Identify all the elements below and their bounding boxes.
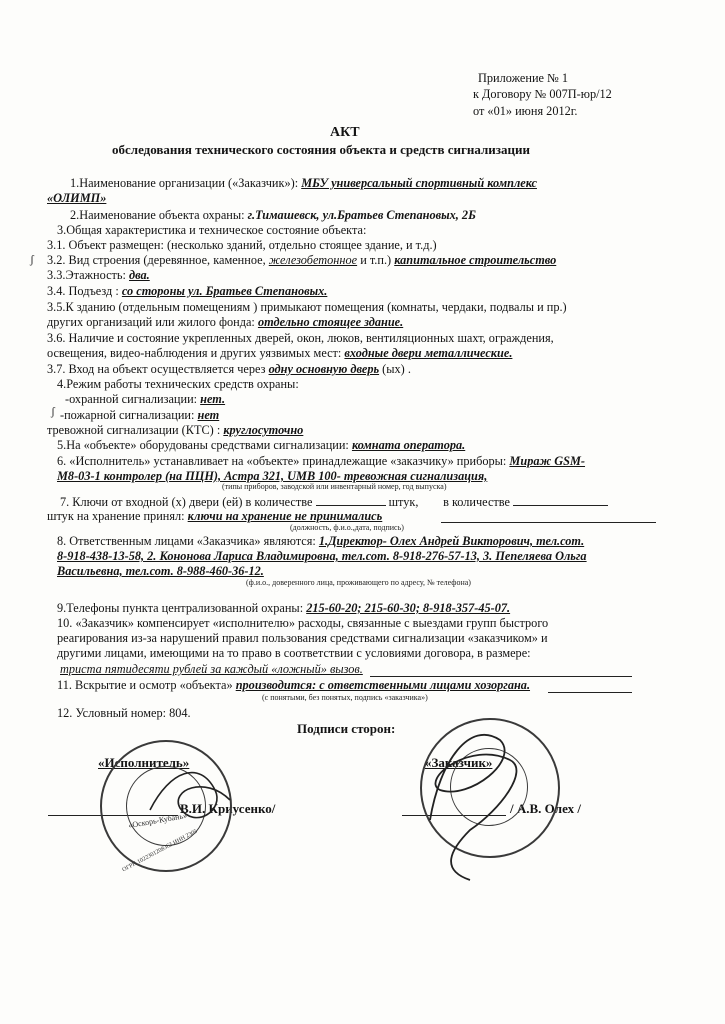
item-4-b-value: нет xyxy=(197,408,220,422)
item-3-5: 3.5.К зданию (отдельным помещениям ) примыкают помещения (комнаты, чердаки, подвалы и пр.) xyxy=(47,300,567,314)
item-3-2-rest: и т.п.) xyxy=(360,253,392,267)
item-2-label: 2.Наименование объекта охраны: xyxy=(70,208,245,222)
item-7-label: 7. Ключи от входной (х) двери (ей) в количестве xyxy=(60,495,313,509)
item-3-2-value: капитальное строительство xyxy=(394,253,557,267)
item-4-a-label: -охранной сигнализации: xyxy=(65,392,198,406)
item-2-value: г.Тимашевск, ул.Братьев Степановых, 2Б xyxy=(247,208,476,222)
item-3-7-value: одну основную дверь xyxy=(268,362,380,376)
item-3-5-value: отдельно стоящее здание. xyxy=(257,315,404,329)
item-8-caption: (ф.и.о., доверенного лица, проживающего по адресу, № телефона) xyxy=(246,578,471,587)
item-9-label: 9.Телефоны пункта централизованной охраны: xyxy=(57,601,304,615)
item-12: 12. Условный номер: 804. xyxy=(57,706,191,720)
item-4-a-value: нет. xyxy=(200,392,226,406)
executor-signature xyxy=(150,773,230,818)
item-10-line-2: реагирования из-за нарушений правил пользования средствами сигнализации «заказчиком» и xyxy=(57,631,548,645)
margin-mark-1: ʃ xyxy=(30,252,34,266)
contract-number: к Договору № 007П-юр/12 xyxy=(473,87,612,101)
item-5-label: 5.На «объекте» оборудованы средствами сигнализации: xyxy=(57,438,349,452)
item-3-6-value: входные двери металлические. xyxy=(344,346,513,360)
item-10: 10. «Заказчик» компенсирует «исполнителю» расходы, связанные с выездами групп быстрого xyxy=(57,616,549,630)
item-6-label: 6. «Исполнитель» устанавливает на «объекте» принадлежащие «заказчику» приборы: xyxy=(57,454,507,468)
item-10-value: триста пятидесяти рублей за каждый «ложный» вызов. xyxy=(60,662,363,676)
item-3-3-value: два. xyxy=(129,268,150,282)
item-3-6-label: освещения, видео-наблюдения и других уязвимых мест: xyxy=(47,346,342,360)
item-7-receiver-label: штук на хранение принял: xyxy=(47,509,185,523)
item-8-label: 8. Ответственным лицами «Заказчика» являются: xyxy=(57,534,316,548)
item-3-3-label: 3.3.Этажность: xyxy=(47,268,126,282)
item-4-c-label: тревожной сигнализации (КТС) : xyxy=(47,423,221,437)
item-3-5-label: других организаций или жилого фонда: xyxy=(47,315,255,329)
executor-label: «Исполнитель» xyxy=(98,755,190,770)
item-8-value: 1.Директор- Олех Андрей Викторович, тел.сот. xyxy=(318,534,585,548)
item-6-value: Мираж GSM- xyxy=(509,454,586,468)
item-1-label: 1.Наименование организации («Заказчик»): xyxy=(70,176,299,190)
item-4-c-value: круглосуточно xyxy=(223,423,304,437)
document-title: АКТ xyxy=(330,125,360,140)
item-11-value: производится: с ответственными лицами хозоргана. xyxy=(235,678,531,692)
item-3-4-label: 3.4. Подъезд : xyxy=(47,284,119,298)
item-4: 4.Режим работы технических средств охраны: xyxy=(57,377,299,391)
item-8-value-cont: 8-918-438-13-58, 2. Кононова Лариса Владимировна, тел.сот. 8-918-276-57-13, 3. Пепеляева Ольга xyxy=(57,549,587,563)
item-3-4-value: со стороны ул. Братьев Степановых. xyxy=(121,284,328,298)
item-8-value-end: Васильевна, тел.сот. 8-988-460-36-12. xyxy=(57,564,264,578)
stamp-ogrn: ОГРН 1022301208362 ИНН 2305 xyxy=(121,828,199,874)
item-3-2-label: 3.2. Вид строения (деревянное, каменное, xyxy=(47,253,266,267)
item-3-7-rest: (ых) . xyxy=(382,362,411,376)
item-3-2-underlined: железобетонное xyxy=(268,253,358,267)
item-7-unit: штук, xyxy=(388,495,419,509)
item-7-count-label: в количестве xyxy=(443,495,510,509)
item-7-receiver-value: ключи на хранение не принимались xyxy=(187,509,383,523)
item-1-value-cont: «ОЛИМП» xyxy=(47,191,107,205)
executor-name: В.И. Криусенко/ xyxy=(180,801,276,816)
customer-name: / А.В. Олех / xyxy=(510,801,581,816)
margin-mark-2: ʃ xyxy=(51,404,55,418)
customer-signature xyxy=(430,735,516,880)
contract-date: от «01» июня 2012г. xyxy=(473,104,578,118)
item-6-caption: (типы приборов, заводской или инвентарный номер, год выпуска) xyxy=(222,482,447,491)
item-5-value: комната оператора. xyxy=(351,438,466,452)
document-subtitle: обследования технического состояния объекта и средств сигнализации xyxy=(112,142,530,157)
item-9-value: 215-60-20; 215-60-30; 8-918-357-45-07. xyxy=(306,601,511,615)
appendix-number: Приложение № 1 xyxy=(478,71,569,85)
customer-label: «Заказчик» xyxy=(425,755,493,770)
item-11-label: 11. Вскрытие и осмотр «объекта» xyxy=(57,678,233,692)
item-3-7-label: 3.7. Вход на объект осуществляется через xyxy=(47,362,266,376)
item-1-value: МБУ универсальный спортивный комплекс xyxy=(301,176,537,190)
signatures-heading: Подписи сторон: xyxy=(297,721,396,736)
item-3: 3.Общая характеристика и техническое состояние объекта: xyxy=(57,223,367,237)
item-3-1: 3.1. Объект размещен: (несколько зданий, отдельно стоящее здание, и т.д.) xyxy=(47,238,437,252)
item-10-line-3: другими лицами, имеющими на то право в соответствии с условиями договора, в размере: xyxy=(57,646,531,660)
item-7-caption: (должность, ф.и.о.,дата, подпись) xyxy=(290,523,404,532)
item-4-b-label: -пожарной сигнализации: xyxy=(60,408,195,422)
stamp-org-name: «Оскорь-Кубань» xyxy=(127,810,188,831)
item-3-6: 3.6. Наличие и состояние укрепленных дверей, окон, люков, вентиляционных шахт, ограждения, xyxy=(47,331,554,345)
item-11-caption: (с понятыми, без понятых, подпись «заказчика») xyxy=(262,693,428,702)
item-6-value-cont: M8-03-1 контролер (на ПЦН), Астра 321, UMB 100- тревожная сигнализация, xyxy=(57,469,488,483)
